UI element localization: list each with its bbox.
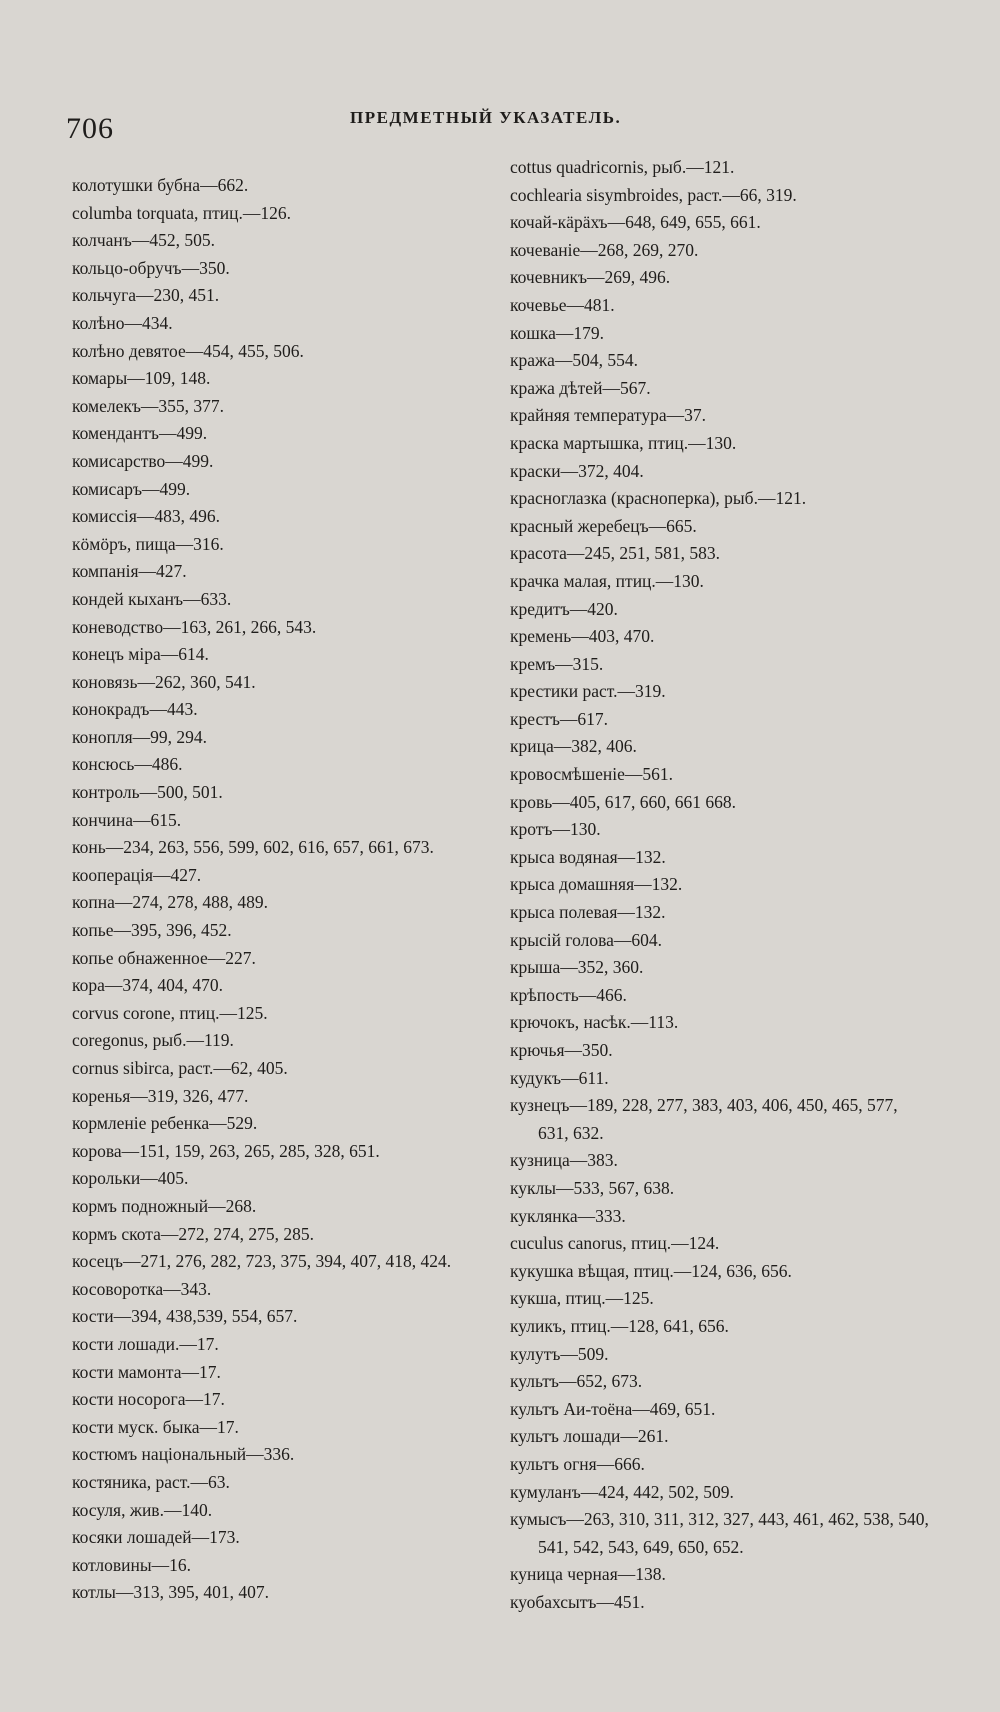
index-entry: краски—372, 404. xyxy=(510,460,644,481)
index-entry: крысій голова—604. xyxy=(510,929,663,950)
index-entry: кӧмӧръ, пища—316. xyxy=(72,533,224,554)
index-entry: columba torquata, птиц.—126. xyxy=(72,202,291,223)
index-entry: кровь—405, 617, 660, 661 668. xyxy=(510,791,736,812)
index-entry: кредитъ—420. xyxy=(510,598,618,619)
index-entry: кочевье—481. xyxy=(510,294,615,315)
index-entry: культъ Аи-тоёна—469, 651. xyxy=(510,1398,716,1419)
index-entry: кузница—383. xyxy=(510,1150,618,1171)
index-entry: кондей кыханъ—633. xyxy=(72,588,232,609)
index-entry: кости мамонта—17. xyxy=(72,1361,221,1382)
index-entry: культъ огня—666. xyxy=(510,1453,645,1474)
index-entry: cornus sibirca, раст.—62, 405. xyxy=(72,1058,288,1078)
index-entry: косяки лошадей—173. xyxy=(72,1527,240,1548)
running-head: ПРЕДМЕТНЫЙ УКАЗАТЕЛЬ. xyxy=(350,108,622,127)
index-entry: коновязь—262, 360, 541. xyxy=(72,671,256,692)
index-entry: кровосмѣшеніе—561. xyxy=(510,764,674,785)
index-entry: косоворотка—343. xyxy=(72,1278,212,1299)
index-entry: крѣпость—466. xyxy=(510,984,627,1005)
index-entry: консюсь—486. xyxy=(72,754,183,775)
index-entry: коренья—319, 326, 477. xyxy=(72,1085,249,1106)
index-entry: косуля, жив.—140. xyxy=(72,1499,213,1520)
index-entry: контроль—500, 501. xyxy=(72,782,223,803)
index-entry: кора—374, 404, 470. xyxy=(72,975,224,996)
index-entry: косецъ—271, 276, 282, 723, 375, 394, 407, 418, 424. xyxy=(72,1251,452,1272)
index-entry: кузнецъ—189, 228, 277, 383, 403, 406, 450, 465, 577, 631, 632. xyxy=(510,1095,898,1143)
index-entry: крестики раст.—319. xyxy=(510,681,666,702)
index-entry: костюмъ національный—336. xyxy=(72,1444,295,1465)
index-entry: кремень—403, 470. xyxy=(510,626,655,647)
index-entry: культъ—652, 673. xyxy=(510,1371,643,1392)
index-entry: комиссія—483, 496. xyxy=(72,506,221,527)
index-entry: кукша, птиц.—125. xyxy=(510,1288,654,1309)
index-entry: корова—151, 159, 263, 265, 285, 328, 651. xyxy=(72,1140,380,1161)
index-entry: кошка—179. xyxy=(510,322,604,343)
index-entry: копье обнаженное—227. xyxy=(72,947,256,968)
index-entry: кормленіе ребенка—529. xyxy=(72,1113,258,1134)
index-entry: копье—395, 396, 452. xyxy=(72,920,232,941)
index-entry: корольки—405. xyxy=(72,1168,189,1189)
index-entry: кольчуга—230, 451. xyxy=(72,285,220,306)
index-entry: конь—234, 263, 556, 599, 602, 616, 657, 661, 673. xyxy=(72,837,434,858)
index-entry: cuculus canorus, птиц.—124. xyxy=(510,1233,720,1254)
index-entry: комары—109, 148. xyxy=(72,368,211,389)
index-entry: кочай-кäрäхъ—648, 649, 655, 661. xyxy=(510,212,761,233)
index-entry: крыша—352, 360. xyxy=(510,957,644,978)
index-entry: кумысъ—263, 310, 311, 312, 327, 443, 461, 462, 538, 540, 541, 542, 543, 649, 650, 652. xyxy=(510,1509,929,1557)
index-entry: кукушка вѣщая, птиц.—124, 636, 656. xyxy=(510,1260,792,1281)
index-entry: кости лошади.—17. xyxy=(72,1333,219,1354)
index-entry: куобахсытъ—451. xyxy=(510,1591,645,1612)
page-number: 706 xyxy=(66,112,114,145)
index-entry: кооперація—427. xyxy=(72,864,202,885)
index-entry: комендантъ—499. xyxy=(72,423,208,444)
index-entry: кудукъ—611. xyxy=(510,1067,609,1088)
index-entry: крица—382, 406. xyxy=(510,736,637,757)
index-entry: конецъ міра—614. xyxy=(72,644,209,665)
index-entry: конопля—99, 294. xyxy=(72,726,208,747)
index-entry: котлы—313, 395, 401, 407. xyxy=(72,1582,269,1603)
index-entry: кольцо-обручъ—350. xyxy=(72,257,230,278)
index-entry: колчанъ—452, 505. xyxy=(72,230,215,251)
index-entry: corvus corone, птиц.—125. xyxy=(72,1002,268,1023)
index-entry: комелекъ—355, 377. xyxy=(72,395,225,416)
index-entry: крючья—350. xyxy=(510,1040,613,1060)
index-entry: кротъ—130. xyxy=(510,819,601,840)
index-entry: куклы—533, 567, 638. xyxy=(510,1177,675,1198)
index-entry: копна—274, 278, 488, 489. xyxy=(72,892,268,913)
index-entry: крестъ—617. xyxy=(510,708,609,729)
index-entry: крыса домашняя—132. xyxy=(510,874,683,895)
index-entry: кости носорога—17. xyxy=(72,1389,225,1410)
index-entry: cochlearia sisymbroides, раст.—66, 319. xyxy=(510,184,797,205)
index-entry: коневодство—163, 261, 266, 543. xyxy=(72,616,317,637)
index-entry: кремъ—315. xyxy=(510,653,604,674)
index-column-right xyxy=(510,154,930,1616)
index-entry: кумуланъ—424, 442, 502, 509. xyxy=(510,1481,734,1502)
index-entry: кормъ скота—272, 274, 275, 285. xyxy=(72,1223,315,1244)
index-entry: кончина—615. xyxy=(72,809,182,830)
index-entry: кочеваніе—268, 269, 270. xyxy=(510,239,699,260)
index-entry: комисаръ—499. xyxy=(72,478,191,499)
index-entry: крючокъ, насѣк.—113. xyxy=(510,1012,679,1033)
index-entry: куклянка—333. xyxy=(510,1205,626,1226)
index-entry: крачка малая, птиц.—130. xyxy=(510,570,704,591)
index-entry: конокрадъ—443. xyxy=(72,699,198,720)
index-entry: coregonus, рыб.—119. xyxy=(72,1030,234,1051)
index-entry: кража—504, 554. xyxy=(510,350,639,371)
index-entry: колѣно девятое—454, 455, 506. xyxy=(72,340,304,361)
index-entry: компанія—427. xyxy=(72,561,187,582)
index-entry: кочевникъ—269, 496. xyxy=(510,267,671,288)
index-entry: комисарство—499. xyxy=(72,450,214,471)
index-entry: кормъ подножный—268. xyxy=(72,1195,257,1216)
index-entry: крыса водяная—132. xyxy=(510,846,666,867)
index-entry: кости муск. быка—17. xyxy=(72,1416,239,1437)
index-entry: крайняя температура—37. xyxy=(510,405,706,426)
index-entry: крыса полевая—132. xyxy=(510,902,666,923)
index-entry: культъ лошади—261. xyxy=(510,1426,669,1447)
index-entry: куница черная—138. xyxy=(510,1564,666,1585)
index-entry: колѣно—434. xyxy=(72,312,173,333)
index-entry: куликъ, птиц.—128, 641, 656. xyxy=(510,1315,729,1336)
index-entry: костяника, раст.—63. xyxy=(72,1471,230,1492)
index-entry: котловины—16. xyxy=(72,1554,191,1575)
index-entry: красноглазка (красноперка), рыб.—121. xyxy=(510,488,807,509)
index-entry: красный жеребецъ—665. xyxy=(510,515,697,536)
index-entry: cottus quadricornis, рыб.—121. xyxy=(510,157,735,177)
index-entry: красота—245, 251, 581, 583. xyxy=(510,543,721,564)
index-entry: кража дѣтей—567. xyxy=(510,377,651,398)
index-entry: колотушки бубна—662. xyxy=(72,175,249,195)
index-entry: краска мартышка, птиц.—130. xyxy=(510,432,737,453)
index-column-left xyxy=(72,172,472,1607)
index-entry: кости—394, 438,539, 554, 657. xyxy=(72,1306,298,1327)
index-entry: кулутъ—509. xyxy=(510,1343,609,1364)
